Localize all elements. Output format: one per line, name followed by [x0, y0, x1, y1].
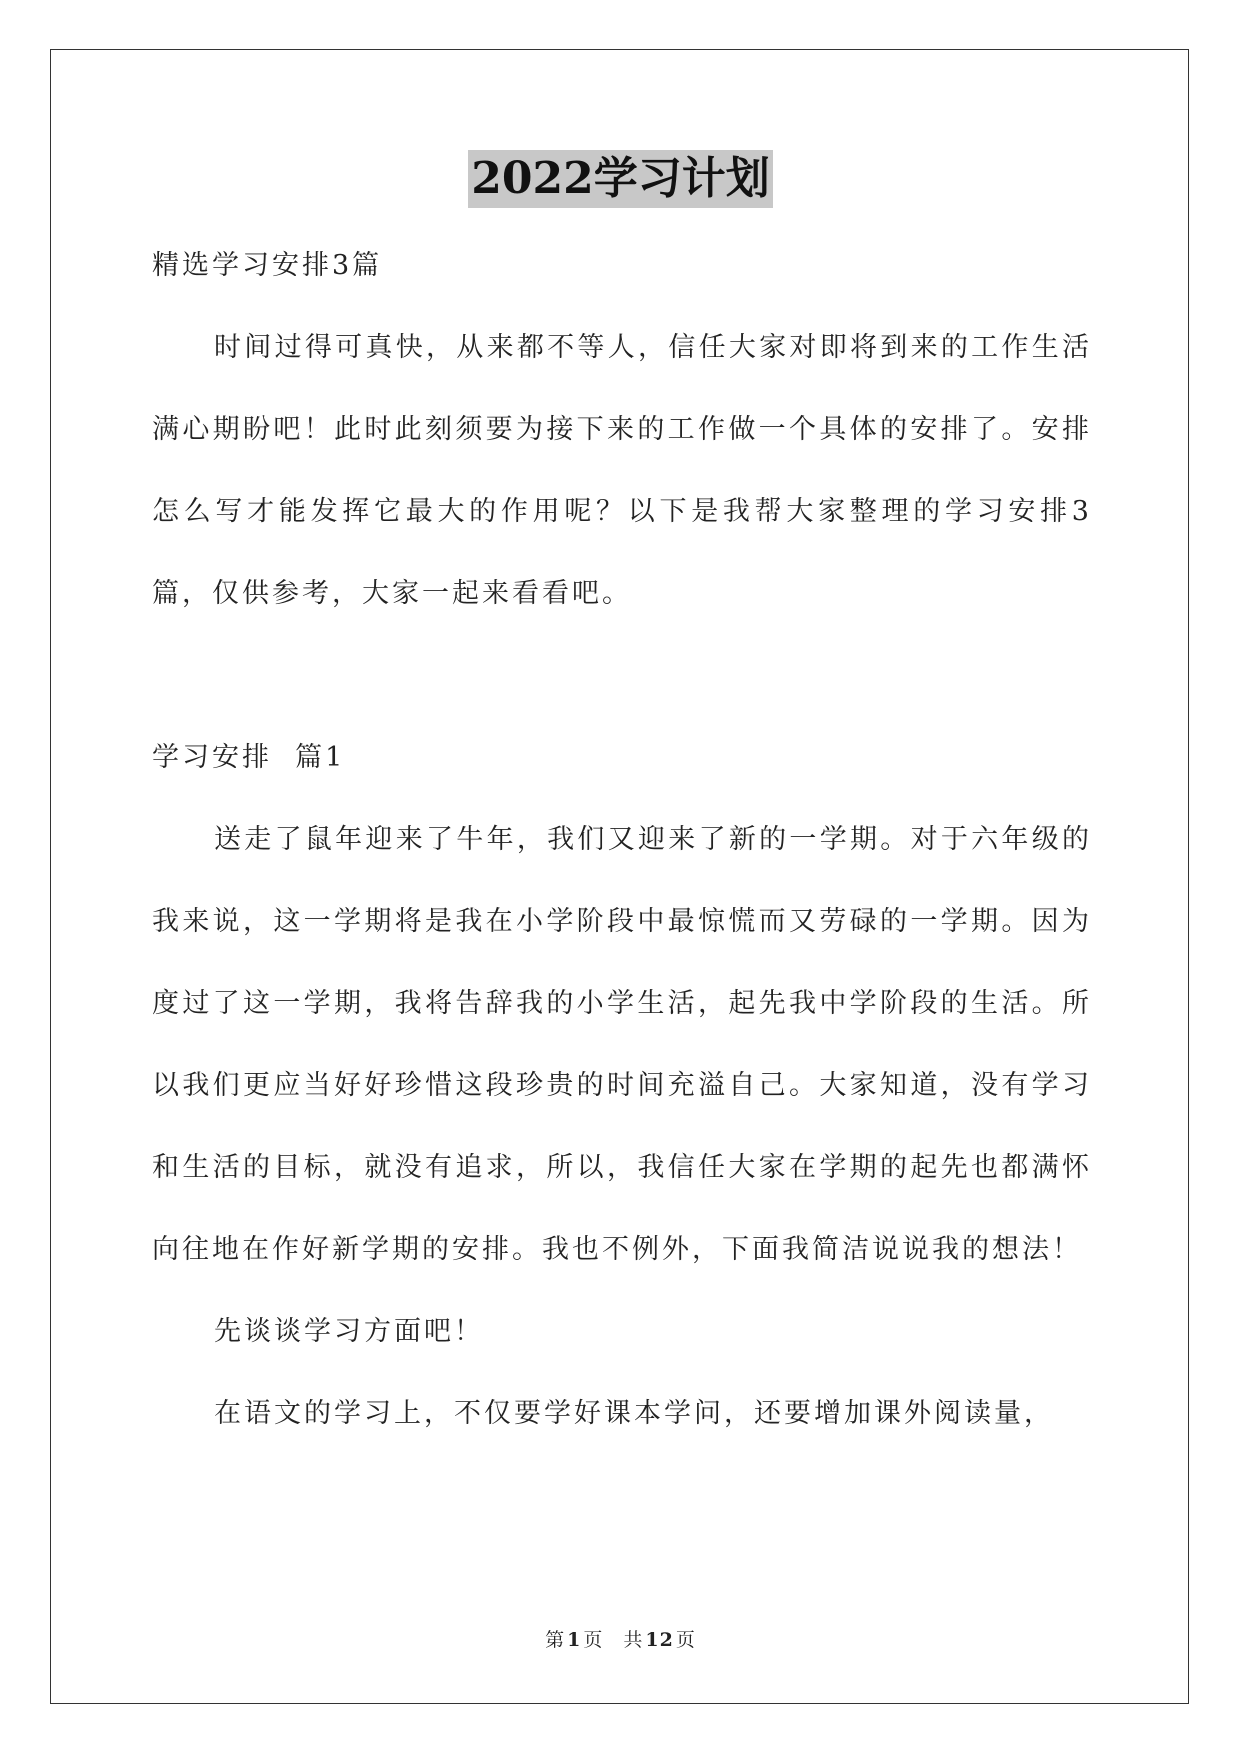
- total-unit: 页: [675, 1629, 696, 1651]
- document-title: 2022学习计划: [468, 150, 772, 208]
- body-paragraph: 在语文的学习上，不仅要学好课本学问，还要增加课外阅读量，: [214, 1398, 1054, 1429]
- body-paragraph: 先谈谈学习方面吧！: [214, 1316, 484, 1347]
- total-prefix: 共: [623, 1629, 644, 1651]
- section-heading: 学习安排 篇1: [152, 742, 346, 773]
- intro-paragraph: 时间过得可真快，从来都不等人，信任大家对即将到来的工作生活满心期盼吧！此时此刻须要为接下来的工作做一个具体的安排了。安排怎么写才能发挥它最大的作用呢？以下是我帮大家整理的学习安排3篇，仅供参考，大家一起来看看吧。: [152, 332, 1092, 609]
- title-container: [0, 150, 1241, 208]
- page-prefix: 第: [545, 1629, 566, 1651]
- page-number: 1: [567, 1629, 582, 1651]
- page-footer: [0, 1625, 1241, 1652]
- body-paragraph: 送走了鼠年迎来了牛年，我们又迎来了新的一学期。对于六年级的我来说，这一学期将是我在小学阶段中最惊慌而又劳碌的一学期。因为度过了这一学期，我将告辞我的小学生活，起先我中学阶段的生活。所以我们更应当好好珍惜这段珍贵的时间充溢自己。大家知道，没有学习和生活的目标，就没有追求，所以，我信任大家在学期的起先也都满怀向往地在作好新学期的安排。我也不例外，下面我简洁说说我的想法！: [152, 824, 1092, 1265]
- page-total: 12: [645, 1629, 674, 1651]
- document-body: [152, 225, 1092, 1455]
- page-unit: 页: [583, 1629, 604, 1651]
- section-spacer: [152, 635, 1092, 717]
- document-subtitle: 精选学习安排3篇: [152, 250, 383, 281]
